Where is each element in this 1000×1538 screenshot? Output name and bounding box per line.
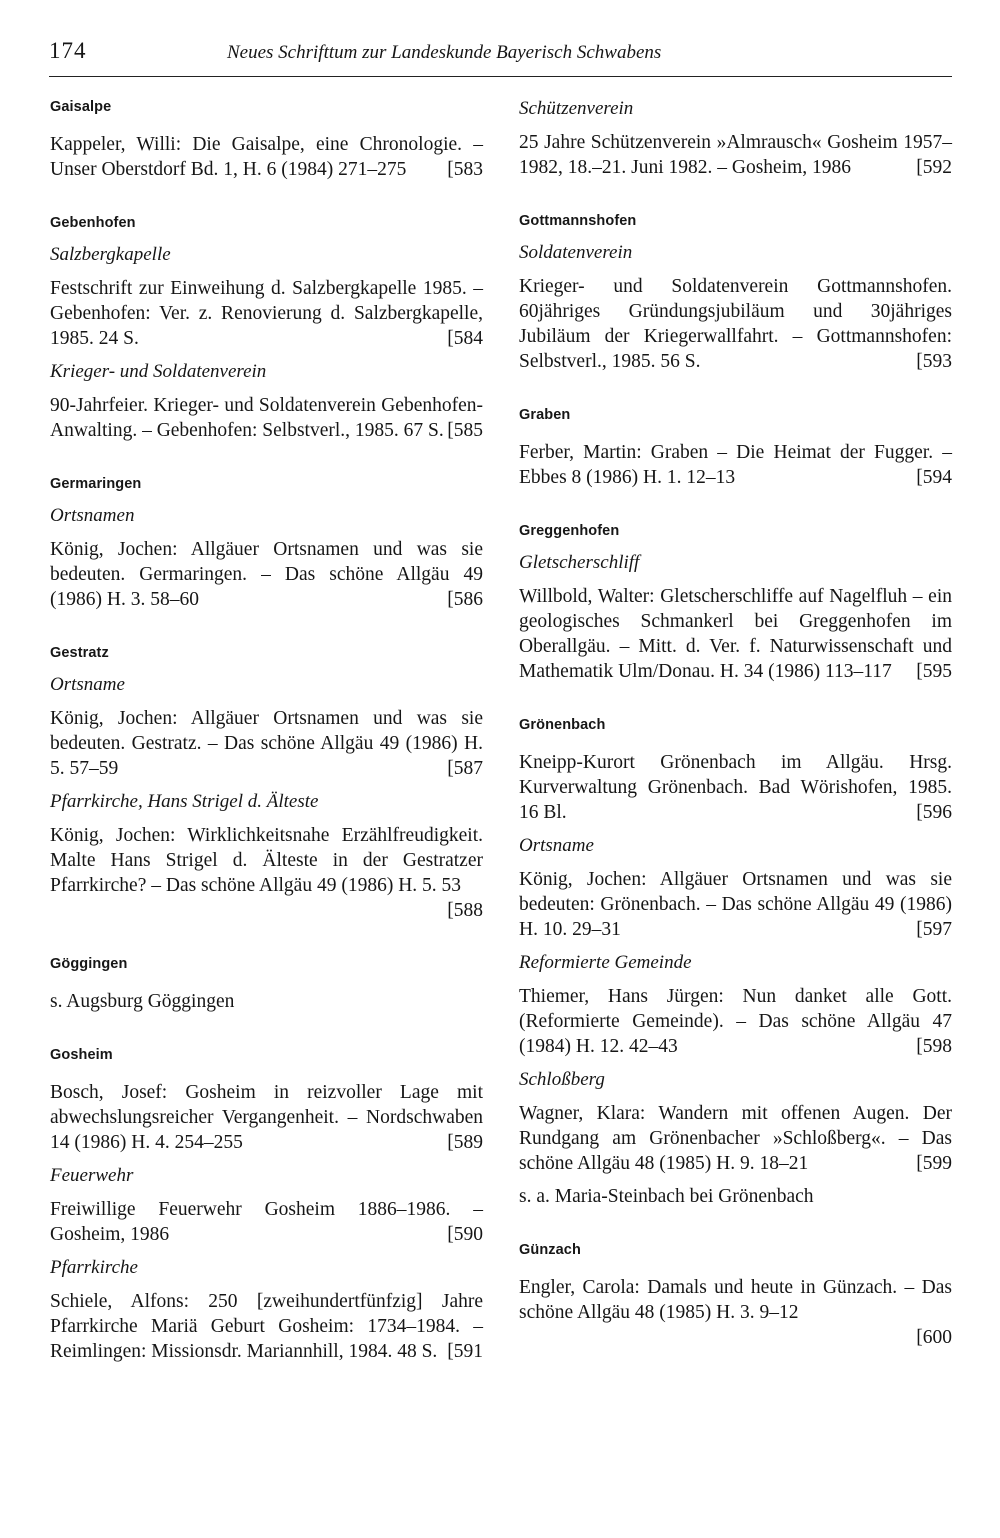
bibliography-entry: Schiele, Alfons: 250 [zweihundertfünfzig] Jahre Pfarrkirche Mariä Geburt Gosheim: 1734–1984. – Reimlingen: Missionsdr. Mariannhill, 1984. 48 S. [591 — [50, 1291, 483, 1362]
subject-subheading: Ortsname — [50, 674, 125, 695]
bibliography-entry: Bosch, Josef: Gosheim in reizvoller Lage mit abwechslungsreicher Vergangenheit. – Nordschwaben 14 (1986) H. 4. 254–255 [589 — [50, 1082, 483, 1153]
place-heading: Gottmannshofen — [519, 213, 637, 229]
bibliography-entry: Ferber, Martin: Graben – Die Heimat der Fugger. – Ebbes 8 (1986) H. 1. 12–13 [594 — [519, 442, 952, 488]
entry-number: [584 — [447, 328, 483, 349]
bibliography-entry: Freiwillige Feuerwehr Gosheim 1886–1986. – Gosheim, 1986 [590 — [50, 1199, 483, 1245]
subject-subheading: Schützenverein — [519, 98, 634, 119]
place-heading: Grönenbach — [519, 717, 606, 733]
subject-subheading: Ortsname — [519, 835, 594, 856]
entry-number: [588 — [447, 900, 483, 921]
entry-number: [589 — [447, 1132, 483, 1153]
bibliography-entry: König, Jochen: Allgäuer Ortsnamen und was sie bedeuten. Gestratz. – Das schöne Allgäu 49 (1986) H. 5. 57–59 [587 — [50, 708, 483, 779]
page-number: 174 — [49, 38, 87, 63]
bibliography-entry: Kappeler, Willi: Die Gaisalpe, eine Chronologie. – Unser Oberstdorf Bd. 1, H. 6 (1984) 271–275 [583 — [50, 134, 483, 180]
entry-number: [594 — [916, 467, 952, 488]
cross-reference: s. a. Maria-Steinbach bei Grönenbach — [519, 1186, 814, 1207]
right-column — [519, 96, 952, 1350]
bibliography-entry: 90-Jahrfeier. Krieger- und Soldatenverein Gebenhofen-Anwalting. – Gebenhofen: Selbstverl., 1985. 67 S. [585 — [50, 395, 483, 441]
entry-number: [591 — [447, 1341, 483, 1362]
entry-number: [583 — [447, 159, 483, 180]
place-heading: Gestratz — [50, 645, 109, 661]
page-header — [49, 38, 952, 77]
entry-number: [597 — [916, 919, 952, 940]
bibliography-entry: Thiemer, Hans Jürgen: Nun danket alle Gott. (Reformierte Gemeinde). – Das schöne Allgäu 47 (1984) H. 12. 42–43 [598 — [519, 986, 952, 1057]
entry-number: [593 — [916, 351, 952, 372]
entry-number: [600 — [916, 1327, 952, 1348]
bibliography-entry: Kneipp-Kurort Grönenbach im Allgäu. Hrsg. Kurverwaltung Grönenbach. Bad Wörishofen, 1985. 16 Bl. [596 — [519, 752, 952, 823]
subject-subheading: Schloßberg — [519, 1069, 605, 1090]
subject-subheading: Krieger- und Soldatenverein — [50, 361, 267, 382]
entry-number: [587 — [447, 758, 483, 779]
entry-number: [592 — [916, 157, 952, 178]
bibliography-entry: König, Jochen: Allgäuer Ortsnamen und was sie bedeuten: Grönenbach. – Das schöne Allgäu 49 (1986) H. 10. 29–31 [597 — [519, 869, 952, 940]
place-heading: Günzach — [519, 1242, 581, 1258]
place-heading: Gosheim — [50, 1047, 113, 1063]
bibliography-entry: Festschrift zur Einweihung d. Salzbergkapelle 1985. – Gebenhofen: Ver. z. Renovierung d. Salzbergkapelle, 1985. 24 S. [584 — [50, 278, 483, 349]
cross-reference: s. Augsburg Göggingen — [50, 991, 235, 1012]
place-heading: Gebenhofen — [50, 215, 136, 231]
place-heading: Greggenhofen — [519, 523, 620, 539]
subject-subheading: Pfarrkirche, Hans Strigel d. Älteste — [50, 791, 319, 812]
entry-number: [596 — [916, 802, 952, 823]
bibliography-entry: 25 Jahre Schützenverein »Almrausch« Gosheim 1957–1982, 18.–21. Juni 1982. – Gosheim, 1986 [592 — [519, 132, 952, 178]
bibliography-entry: König, Jochen: Wirklichkeitsnahe Erzählfreudigkeit. Malte Hans Strigel d. Älteste in der Gestratzer Pfarrkirche? – Das schöne Allgäu 49 (1986) H. 5. 53 [588 — [50, 825, 483, 921]
subject-subheading: Salzbergkapelle — [50, 244, 171, 265]
subject-subheading: Gletscherschliff — [519, 552, 640, 573]
left-column — [50, 96, 483, 1364]
entry-number: [598 — [916, 1036, 952, 1057]
subject-subheading: Feuerwehr — [50, 1165, 134, 1186]
bibliography-entry: Willbold, Walter: Gletscherschliffe auf Nagelfluh – ein geologisches Schmankerl bei Greggenhofen im Oberallgäu. – Mitt. d. Ver. f. Naturwissenschaft und Mathematik Ulm/Donau. H. 34 (1986) 113–117 [595 — [519, 586, 952, 682]
entry-number: [586 — [447, 589, 483, 610]
subject-subheading: Pfarrkirche — [50, 1257, 138, 1278]
bibliography-entry: Wagner, Klara: Wandern mit offenen Augen. Der Rundgang am Grönenbacher »Schloßberg«. – Das schöne Allgäu 48 (1985) H. 9. 18–21 [599 — [519, 1103, 952, 1174]
entry-number: [585 — [447, 420, 483, 441]
entry-number: [590 — [447, 1224, 483, 1245]
running-title: Neues Schrifttum zur Landeskunde Bayerisch Schwabens — [227, 42, 662, 63]
bibliography-entry: König, Jochen: Allgäuer Ortsnamen und was sie bedeuten. Germaringen. – Das schöne Allgäu 49 (1986) H. 3. 58–60 [586 — [50, 539, 483, 610]
subject-subheading: Soldatenverein — [519, 242, 633, 263]
place-heading: Göggingen — [50, 956, 128, 972]
subject-subheading: Reformierte Gemeinde — [519, 952, 692, 973]
bibliography-entry: Krieger- und Soldatenverein Gottmannshofen. 60jähriges Gründungsjubiläum und 30jähriges Jubiläum der Kriegerwallfahrt. – Gottmannshofen: Selbstverl., 1985. 56 S. [593 — [519, 276, 952, 372]
place-heading: Graben — [519, 407, 571, 423]
entry-number: [599 — [916, 1153, 952, 1174]
subject-subheading: Ortsnamen — [50, 505, 135, 526]
place-heading: Gaisalpe — [50, 99, 112, 115]
bibliography-entry: Engler, Carola: Damals und heute in Günzach. – Das schöne Allgäu 48 (1985) H. 3. 9–12 — [519, 1277, 952, 1323]
place-heading: Germaringen — [50, 476, 142, 492]
entry-number: [595 — [916, 661, 952, 682]
